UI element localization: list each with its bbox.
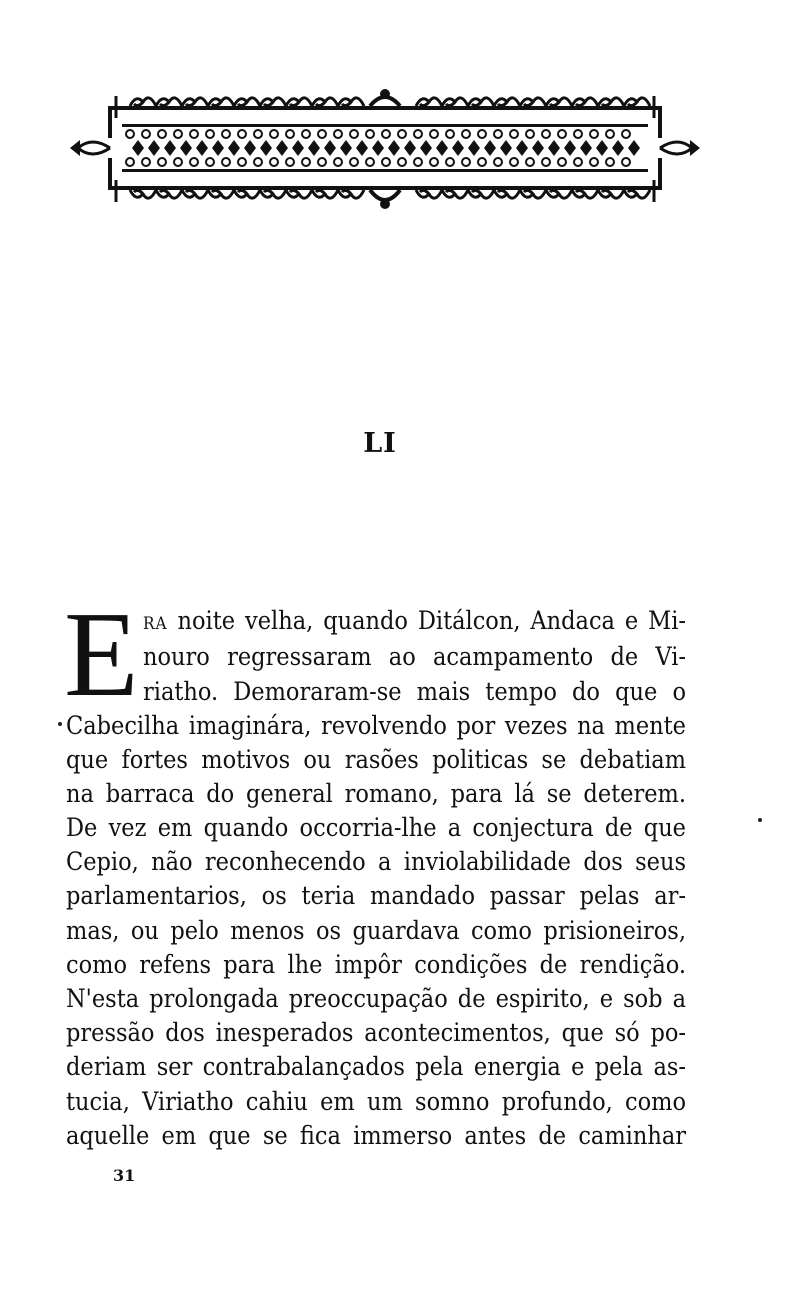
text-line-1-body: noite velha, quando Ditálcon, Andaca e Mi- xyxy=(167,606,686,635)
drop-cap: E xyxy=(64,587,139,722)
text-line-8: Cepio, não reconhecendo a inviolabilidade dos seus xyxy=(66,847,686,876)
text-line-3: riatho. Demoraram-se mais tempo do que o xyxy=(143,677,686,706)
text-line-12: N'esta prolongada preoccupação de espirito, e sob a xyxy=(66,984,686,1013)
text-line-7: De vez em quando occorria-lhe a conjectura de que xyxy=(66,813,686,842)
text-line-14: deriam ser contrabalançados pela energia e pela as- xyxy=(66,1052,686,1081)
text-line-13: pressão dos inesperados acontecimentos, que só po- xyxy=(66,1018,686,1047)
text-line-16: aquelle em que se fica immerso antes de caminhar xyxy=(66,1121,686,1150)
chapter-number: LI xyxy=(363,428,397,459)
header-ornament xyxy=(70,88,700,216)
text-line-6: na barraca do general romano, para lá se deterem. xyxy=(66,779,686,808)
text-line-15: tucia, Viriatho cahiu em um somno profundo, como xyxy=(66,1087,686,1116)
printer-signature: 31 xyxy=(113,1166,136,1185)
text-line-10: mas, ou pelo menos os guardava como prisioneiros, xyxy=(66,916,686,945)
text-line-4: Cabecilha imaginára, revolvendo por vezes na mente xyxy=(66,711,686,740)
small-caps-start: RA xyxy=(143,614,168,634)
text-line-11: como refens para lhe impôr condições de rendição. xyxy=(66,950,686,979)
ink-speck xyxy=(758,818,762,822)
text-line-5: que fortes motivos ou rasões politicas se debatiam xyxy=(66,745,686,774)
text-line-9: parlamentarios, os teria mandado passar pelas ar- xyxy=(66,881,686,910)
text-line-2: nouro regressaram ao acampamento de Vi- xyxy=(143,642,686,671)
text-line-1 xyxy=(143,604,686,638)
ink-speck xyxy=(58,722,62,726)
